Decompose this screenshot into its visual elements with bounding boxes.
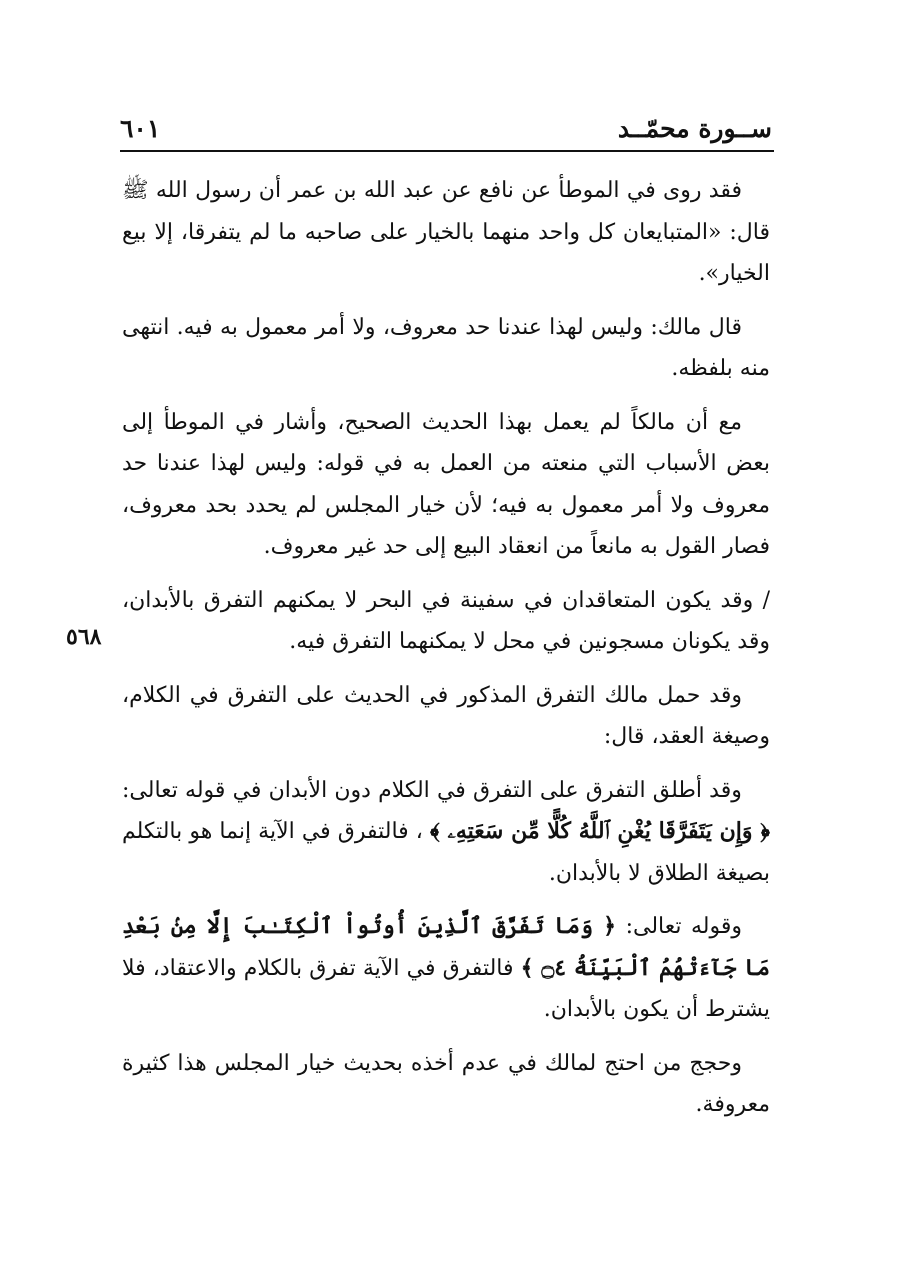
body-text [122,170,770,1138]
paragraph-text-before-verse: وقوله تعالى: [616,914,742,939]
paragraph-quran-divorce [122,770,770,895]
paragraph-arguments-summary: وحجج من احتج لمالك في عدم أخذه بحديث خيار المجلس هذا كثيرة معروفة. [122,1050,770,1117]
page-header [120,108,772,150]
paragraph-malik-not-acting: مع أن مالكاً لم يعمل بهذا الحديث الصحيح، وأشار في الموطأ إلى بعض الأسباب التي منعته من العمل به في قوله: وليس لهذا عندنا حد معروف ولا أمر معمول به فيه؛ لأن خيار المجلس لم يحدد بحد معروف، فصار القول به مانعاً من انعقاد البيع إلى حد غير معروف. [122,409,770,559]
quran-verse-bayyina: ﴿ وَمَا تَفَرَّقَ ٱلَّذِينَ أُوتُواْ ٱلْكِتَـٰبَ إِلَّا مِنۢ بَعْدِ مَا جَآءَتْهُمُ ٱلْبَيِّنَةُ ۝٤ ﴾ [122,913,770,981]
paragraph-malik-interpretation: وقد حمل مالك التفرق المذكور في الحديث على التفرق في الكلام، وصيغة العقد، قال: [122,682,770,749]
paragraph-text-before-verse: وقد أطلق التفرق على التفرق في الكلام دون الأبدان في قوله تعالى: [122,777,742,803]
paragraph-malik-quote: قال مالك: وليس لهذا عندنا حد معروف، ولا أمر معمول به فيه. انتهى منه بلفظه. [122,314,770,381]
paragraph-hadith-muwatta: فقد روى في الموطأ عن نافع عن عبد الله بن عمر أن رسول الله ﷺ قال: «المتبايعان كل واحد منهما بالخيار على صاحبه ما لم يتفرقا، إلا بيع الخيار». [122,178,770,286]
paragraph-ship-example: / وقد يكون المتعاقدان في سفينة في البحر لا يمكنهم التفرق بالأبدان، وقد يكونان مسجونين في محل لا يمكنهما التفرق فيه. [122,587,770,654]
surah-title: ســورة محمّــد [617,114,772,143]
paragraph-text-after-verse: فالتفرق في الآية تفرق بالكلام والاعتقاد، فلا يشترط أن يكون بالأبدان. [122,955,770,1022]
header-divider [120,150,774,152]
quran-verse-nisa: ﴿ وَإِن يَتَفَرَّقَا يُغْنِ ٱللَّهُ كُلًّا مِّن سَعَتِهِۦ ﴾ [429,818,770,844]
margin-page-reference: ٥٦٨ [66,624,102,650]
paragraph-quran-bayyina [122,906,770,1031]
page-number: ٦٠١ [120,114,161,143]
paragraph-text-after-verse: ، فالتفرق في الآية إنما هو بالتكلم بصيغة الطلاق لا بالأبدان. [122,819,770,886]
